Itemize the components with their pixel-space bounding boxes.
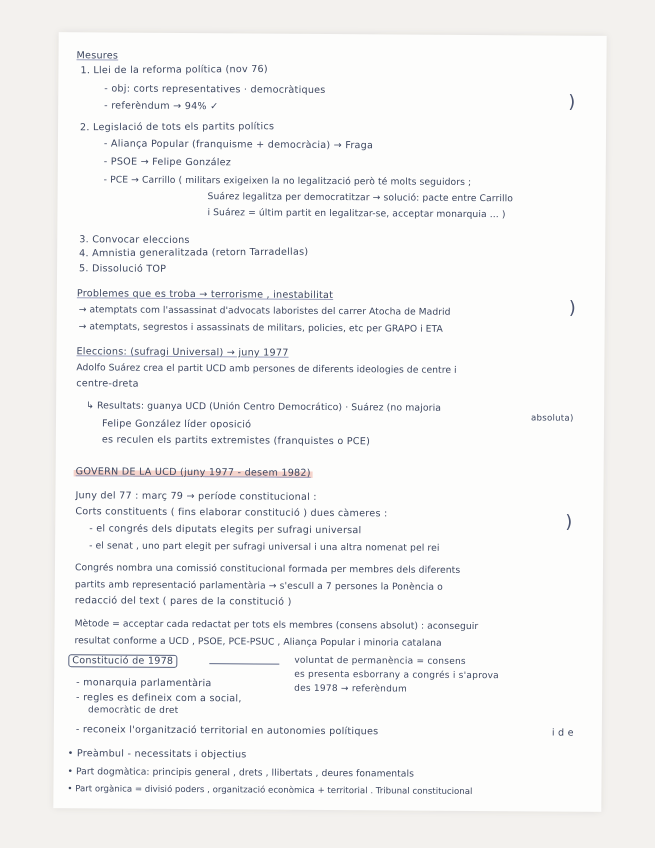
margin-paren: ) [568,297,576,319]
note-line: 2. Legislació de tots els partits polítics [80,121,275,134]
note-line: des 1978 → referèndum [294,683,408,695]
constitucio-box: Constitució de 1978 [68,654,177,668]
note-line: - referèndum → 94% ✓ [104,100,219,113]
notebook-page [53,32,606,812]
note-line: resultat conforme a UCD , PSOE, PCE-PSUC , Aliança Popular i minoria catalana [74,635,442,649]
heading-mesures: Mesures [76,50,119,62]
note-line: ↳ Resultats: guanya UCD (Unión Centro Democrático) · Suárez (no majoria [86,400,442,414]
note-line: - PCE → Carrillo ( militars exigeixen la no legalització però té molts seguidors ; [103,174,472,188]
note-line: absoluta) [530,413,574,424]
note-line: Juny del 77 : març 79 → període constitucional : [75,490,317,503]
note-line: • Preàmbul - necessitats i objectius [67,748,247,761]
note-line: - regles es defineix com a social, [76,692,242,705]
note-line: - Aliança Popular (franquisme + democràcia) → Fraga [103,138,374,152]
note-line: → atemptats, segrestos i assassinats de militars, policies, etc per GRAPO i ETA [78,321,443,335]
note-line: 4. Amnistia generalitzada (retorn Tarradellas) [79,246,309,260]
note-line: Congrés nombra una comissió constitucional formada per membres dels diferents [74,562,461,576]
heading-eleccions: Eleccions: (sufragi Universal) → juny 1977 [76,346,289,359]
note-line: i Suárez = últim partit en legalitzar-se, acceptar monarquia ... ) [207,207,506,221]
note-line: → atemptats com l'assassinat d'advocats laboristes del carrer Atocha de Madrid [78,304,451,318]
note-line: partits amb representació parlamentària → s'escull a 7 persones la Ponència o [74,579,443,593]
margin-paren: ) [565,511,573,533]
note-line: Corts constituents ( fins elaborar constitució ) dues càmeres : [75,506,388,520]
heading-problemes: Problemes que es troba → terrorisme , inestabilitat [76,288,334,302]
note-line: Adolfo Suárez crea el partit UCD amb persones de diferents ideologies de centre i [76,362,457,376]
note-line: i d e [551,727,574,739]
note-line: 5. Dissolució TOP [79,263,167,275]
note-line: - PSOE → Felipe González [103,156,232,169]
margin-paren: ) [568,91,576,113]
note-line: es presenta esborrany a congrés i s'aprova [294,669,499,682]
note-line: 3. Convocar eleccions [79,234,190,247]
note-line: Felipe González líder oposició [101,418,252,431]
note-line: es reculen els partits extremistes (franquistes o PCE) [101,434,371,448]
note-line: - el congrés dels diputats elegits per sufragi universal [89,523,362,537]
note-line: 1. Llei de la reforma política (nov 76) [80,63,268,77]
note-line: • Part orgànica = divisió poders , organització econòmica + territorial . Tribunal constitucional [67,784,473,798]
note-line: Mètode = acceptar cada redactat per tots els membres (consens absolut) : aconseguir [74,618,479,633]
arrow-line [209,663,279,664]
note-line: centre-dreta [76,378,139,390]
note-line: - reconeix l'organització territorial en autonomies polítiques [75,724,379,738]
heading-govern-ucd: GOVERN DE LA UCD (juny 1977 - desem 1982) [75,466,311,479]
note-line: - obj: corts representatives · democràtiques [104,83,326,96]
note-line: democràtic de dret [87,705,179,716]
note-line: • Part dogmàtica: principis general , drets , llibertats , deures fonamentals [67,766,414,780]
note-line: Suárez legalitza per democratitzar → solució: pacte entre Carrillo [207,191,514,205]
note-line: - el senat , uno part elegit per sufragi universal i una altra nomenat pel rei [89,540,440,554]
note-line: - monarquia parlamentària [76,677,212,690]
note-line: voluntat de permanència = consens [294,655,466,667]
note-line: redacció del text ( pares de la constitució ) [74,595,292,608]
